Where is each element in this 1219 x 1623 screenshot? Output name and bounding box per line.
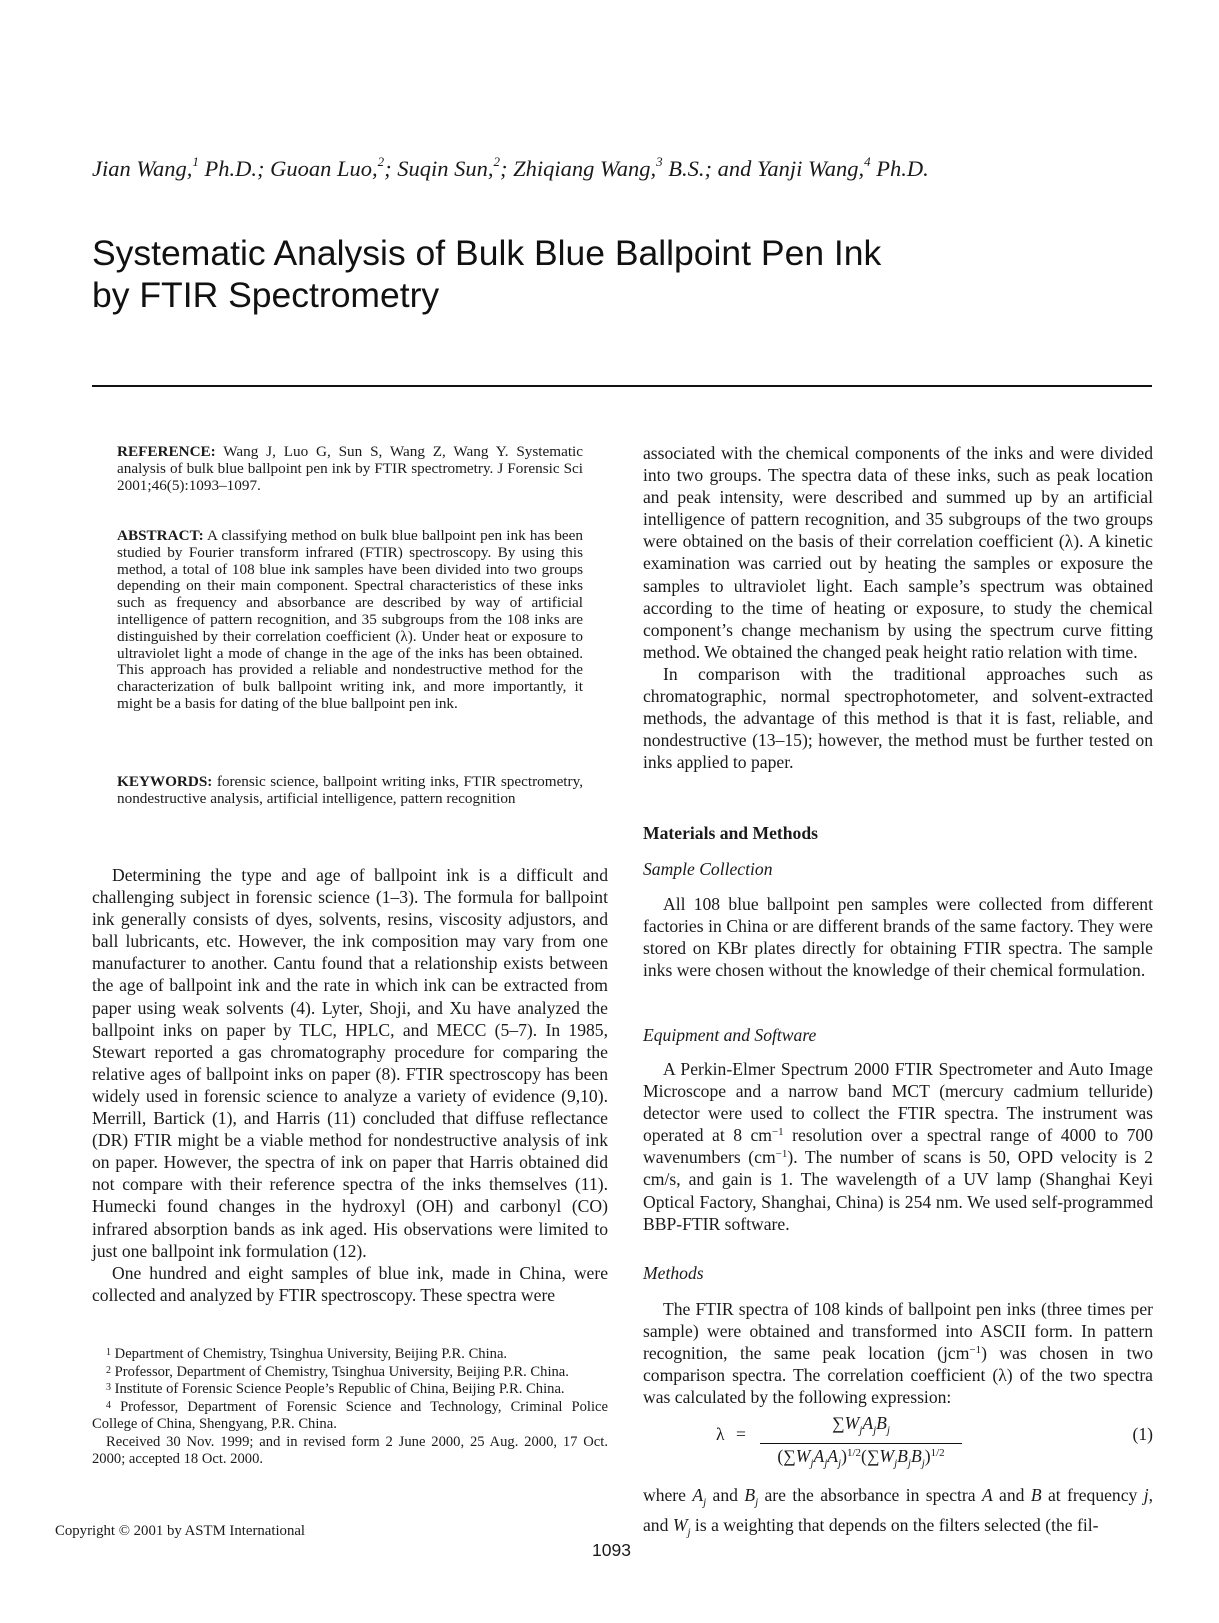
equation-equals: = bbox=[736, 1424, 746, 1444]
affiliation-marker: 1 bbox=[192, 154, 199, 169]
footnote: $^3$ Institute of Forensic Science People’s Republic of China, Beijing P.R. China. bbox=[106, 1381, 565, 1397]
equation-lambda: λ bbox=[716, 1424, 725, 1444]
author-name: ; Suqin Sun, bbox=[384, 156, 494, 181]
received-dates: Received 30 Nov. 1999; and in revised form 2 June 2000, 25 Aug. 2000, 17 Oct. 2000; accepted 18 Oct. 2000. bbox=[92, 1433, 608, 1467]
keywords-label: KEYWORDS: bbox=[117, 773, 213, 790]
author-name: ; Zhiqiang Wang, bbox=[500, 156, 657, 181]
abstract-text: A classifying method on bulk blue ballpoint pen ink has been studied by Fourier transform infrared (FTIR) spectroscopy. By using this method, a total of 108 blue ink samples have been divided into two groups depending on their main component. Spectral characteristics of these inks such as frequency and absorbance are described by way of artificial intelligence of pattern recognition, and 35 subgroups from the 108 inks are distinguished by their correlation coefficient (λ). Under heat or exposure to ultraviolet light a mode of change in the age of the inks has been obtained. This approach has provided a reliable and nondestructive method for the characterization of bulk ballpoint writing ink, and more importantly, it might be a basis for dating of the blue ballpoint pen ink. bbox=[117, 527, 583, 712]
right-column-body bbox=[643, 442, 1153, 773]
equipment-text bbox=[643, 1058, 1153, 1235]
keywords-block bbox=[117, 774, 583, 808]
section-heading: Materials and Methods bbox=[643, 823, 818, 843]
body-paragraph: All 108 blue ballpoint pen samples were collected from different factories in China or are different brands of the same factory. They were stored on KBr plates directly for obtaining FTIR spectra. The sample inks were chosen without the knowledge of their chemical formulation. bbox=[643, 894, 1153, 981]
methods-continuation bbox=[643, 1484, 1153, 1543]
equation-1 bbox=[700, 1412, 1153, 1470]
abstract-block bbox=[117, 528, 583, 713]
footnote: $^2$ Professor, Department of Chemistry, Tsinghua University, Beijing P.R. China. bbox=[106, 1363, 569, 1380]
equation-numerator: $\sum W_jA_jB_j$ bbox=[832, 1413, 890, 1437]
sample-collection-text bbox=[643, 893, 1153, 981]
equation-fraction bbox=[760, 1412, 962, 1474]
copyright-notice: Copyright © 2001 by ASTM International bbox=[55, 1523, 306, 1539]
footnote: $^1$ Department of Chemistry, Tsinghua University, Beijing P.R. China. bbox=[106, 1346, 508, 1362]
footnotes bbox=[92, 1346, 608, 1469]
body-paragraph: A Perkin-Elmer Spectrum 2000 FTIR Spectrometer and Auto Image Microscope and a narrow band MCT (mercury cadmium telluride) detector were used to collect the FTIR spectra. The instrument was operated at 8 $cm^{-1}$ resolution over a spectral range of 4000 to 700 wavenumbers $(cm^{-1})$. The number of scans is 50, OPD velocity is 2 cm/s, and gain is 1. The wavelength of a UV lamp (Shanghai Keyi Optical Factory, Shanghai, China) is 254 nm. We used self-programmed BBP-FTIR software. bbox=[643, 1059, 1153, 1234]
title-line-2: by FTIR Spectrometry bbox=[92, 275, 440, 315]
reference-text: Wang J, Luo G, Sun S, Wang Z, Wang Y. Systematic analysis of bulk blue ballpoint pen ink by FTIR spectrometry. J Forensic Sci 2001;46(5):1093–1097. bbox=[117, 443, 583, 494]
body-paragraph: In comparison with the traditional approaches such as chromatographic, normal spectrophotometer, and solvent-extracted methods, the advantage of this method is that it is fast, reliable, and nondestructive (13–15); however, the method must be further tested on inks applied to paper. bbox=[643, 663, 1153, 773]
left-column-body bbox=[92, 864, 608, 1306]
body-paragraph: The FTIR spectra of 108 kinds of ballpoint pen inks (three times per sample) were obtained and transformed into ASCII form. In pattern recognition, the same peak location (jcm$^{-1}$) was chosen in two comparison spectra. The correlation coefficient (λ) of the two spectra was calculated by the following expression: bbox=[643, 1299, 1153, 1408]
author-name: B.S.; and Yanji Wang, bbox=[662, 156, 865, 181]
body-paragraph: Determining the type and age of ballpoint ink is a difficult and challenging subject in forensic science (1–3). The formula for ballpoint ink generally consists of dyes, solvents, resins, viscosity adjustors, and ball lubricants, etc. However, the ink composition may vary from one manufacturer to another. Cantu found that a relationship exists between the age of ballpoint ink and the rate in which ink can be extracted from paper using weak solvents (4). Lyter, Shoji, and Xu have analyzed the ballpoint inks on paper by TLC, HPLC, and MECC (5–7). In 1985, Stewart reported a gas chromatography procedure for comparing the relative ages of ballpoint inks on paper (8). FTIR spectroscopy has been widely used in forensic science to analyze a variety of evidence (9,10). Merrill, Bartick (1), and Harris (11) concluded that diffuse reflectance (DR) FTIR might be a viable method for nondestructive analysis of ink on paper. However, the spectra of ink on paper that Harris obtained did not compare with their reference spectra of the inks themselves (11). Humecki found changes in the hydroxyl (OH) and carbonyl (CO) infrared absorption bands as ink aged. His observations were limited to just one ballpoint ink formulation (12). bbox=[92, 865, 608, 1261]
affiliation-marker: 3 bbox=[656, 154, 663, 169]
author-name: Jian Wang, bbox=[92, 156, 193, 181]
fraction-bar bbox=[760, 1443, 962, 1444]
page-number: 1093 bbox=[592, 1540, 631, 1560]
equation-denominator: $(\sum W_jA_jA_j)^{1/2}(\sum W_jB_jB_j)^{1/2}$ bbox=[777, 1445, 945, 1470]
subsection-heading: Methods bbox=[643, 1263, 704, 1283]
author-name: Ph.D. bbox=[870, 156, 929, 181]
subsection-heading: Sample Collection bbox=[643, 859, 773, 879]
affiliation-marker: 2 bbox=[377, 154, 385, 169]
footnote: $^4$ Professor, Department of Forensic Science and Technology, Criminal Police College of China, Shengyang, P.R. China. bbox=[92, 1398, 608, 1432]
title-divider bbox=[92, 385, 1152, 387]
methods-text bbox=[643, 1298, 1153, 1408]
body-paragraph: where $A_j$ and $B_j$ are the absorbance in spectra A and B at frequency j, and $W_j$ is a weighting that depends on the filters selected (the fil- bbox=[643, 1485, 1154, 1539]
abstract-label: ABSTRACT: bbox=[117, 527, 204, 544]
reference-label: REFERENCE: bbox=[117, 443, 216, 460]
equation-number: (1) bbox=[1132, 1424, 1153, 1444]
author-line bbox=[92, 156, 1152, 182]
subsection-heading: Equipment and Software bbox=[643, 1025, 817, 1045]
author-name: Ph.D.; Guoan Luo, bbox=[198, 156, 378, 181]
paper-title bbox=[92, 232, 1092, 316]
reference-block bbox=[117, 444, 583, 494]
body-paragraph: associated with the chemical components of the inks and were divided into two groups. The spectra data of these inks, such as peak location and peak intensity, were described and summed up by an artificial intelligence of pattern recognition, and 35 subgroups of the two groups were obtained on the basis of their correlation coefficient (λ). A kinetic examination was carried out by heating the samples or exposure the samples to ultraviolet light. Each sample’s spectrum was obtained according to the time of heating or exposure, to study the chemical component’s change mechanism by using the spectrum curve fitting method. We obtained the changed peak height ratio relation with time. bbox=[643, 443, 1153, 662]
keywords-text: forensic science, ballpoint writing inks, FTIR spectrometry, nondestructive analysis, artificial intelligence, pattern recognition bbox=[117, 773, 583, 807]
affiliation-marker: 4 bbox=[864, 154, 871, 169]
affiliation-marker: 2 bbox=[493, 154, 501, 169]
body-paragraph: One hundred and eight samples of blue ink, made in China, were collected and analyzed by FTIR spectroscopy. These spectra were bbox=[92, 1262, 608, 1305]
title-line-1: Systematic Analysis of Bulk Blue Ballpoint Pen Ink bbox=[92, 233, 882, 273]
